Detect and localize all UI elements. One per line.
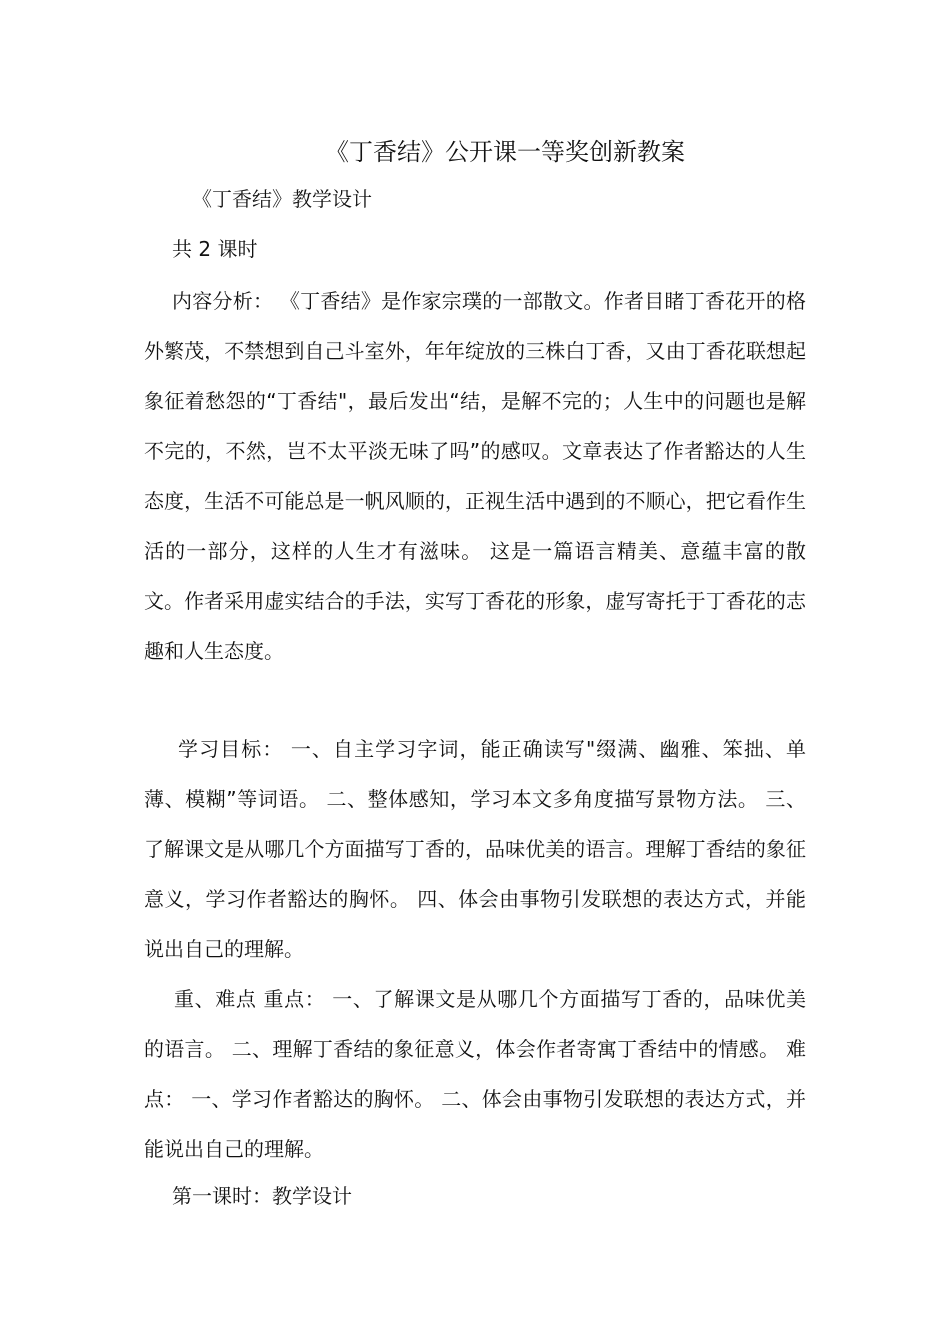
content-analysis-paragraph: 内容分析： 《丁香结》是作家宗璞的一部散文。作者目睹丁香花开的格外繁茂，不禁想到自己斗室外，年年绽放的三株白丁香，又由丁香花联想起象征着愁怨的“丁香结"，最后发出“结，是解不完的；人生中的问题也是解不完的，不然，岂不太平淡无味了吗”的感叹。文章表达了作者豁达的人生态度，生活不可能总是一帆风顺的，正视生活中遇到的不顺心，把它看作生活的一部分，这样的人生才有滋味。 这是一篇语言精美、意蕴丰富的散文。作者采用虚实结合的手法，实写丁香花的形象，虚写寄托于丁香花的志趣和人生态度。 xyxy=(144,289,806,663)
key-points-paragraph: 重、难点 重点： 一、了解课文是从哪几个方面描写丁香的，品味优美的语言。 二、理解丁香结的象征意义，体会作者寄寓丁香结中的情感。 难点： 一、学习作者豁达的胸怀。 二、体会由事物引发联想的表达方式，并能说出自己的理解。 xyxy=(144,987,806,1161)
learning-goals-paragraph: 学习目标： 一、自主学习字词，能正确读写"缀满、幽雅、笨拙、单薄、模糊”等词语。 二、整体感知，学习本文多角度描写景物方法。 三、了解课文是从哪几个方面描写丁香的，品味优美的语言。理解丁香结的象征意义，学习作者豁达的胸怀。 四、体会由事物引发联想的表达方式，并能说出自己的理解。 xyxy=(144,737,806,961)
first-lesson-heading: 第一课时：教学设计 xyxy=(172,1184,352,1208)
lesson-count: 共 2 课时 xyxy=(172,237,258,261)
document-subtitle: 《丁香结》教学设计 xyxy=(192,187,372,211)
document-title: 《丁香结》公开课一等奖创新教案 xyxy=(325,138,685,166)
